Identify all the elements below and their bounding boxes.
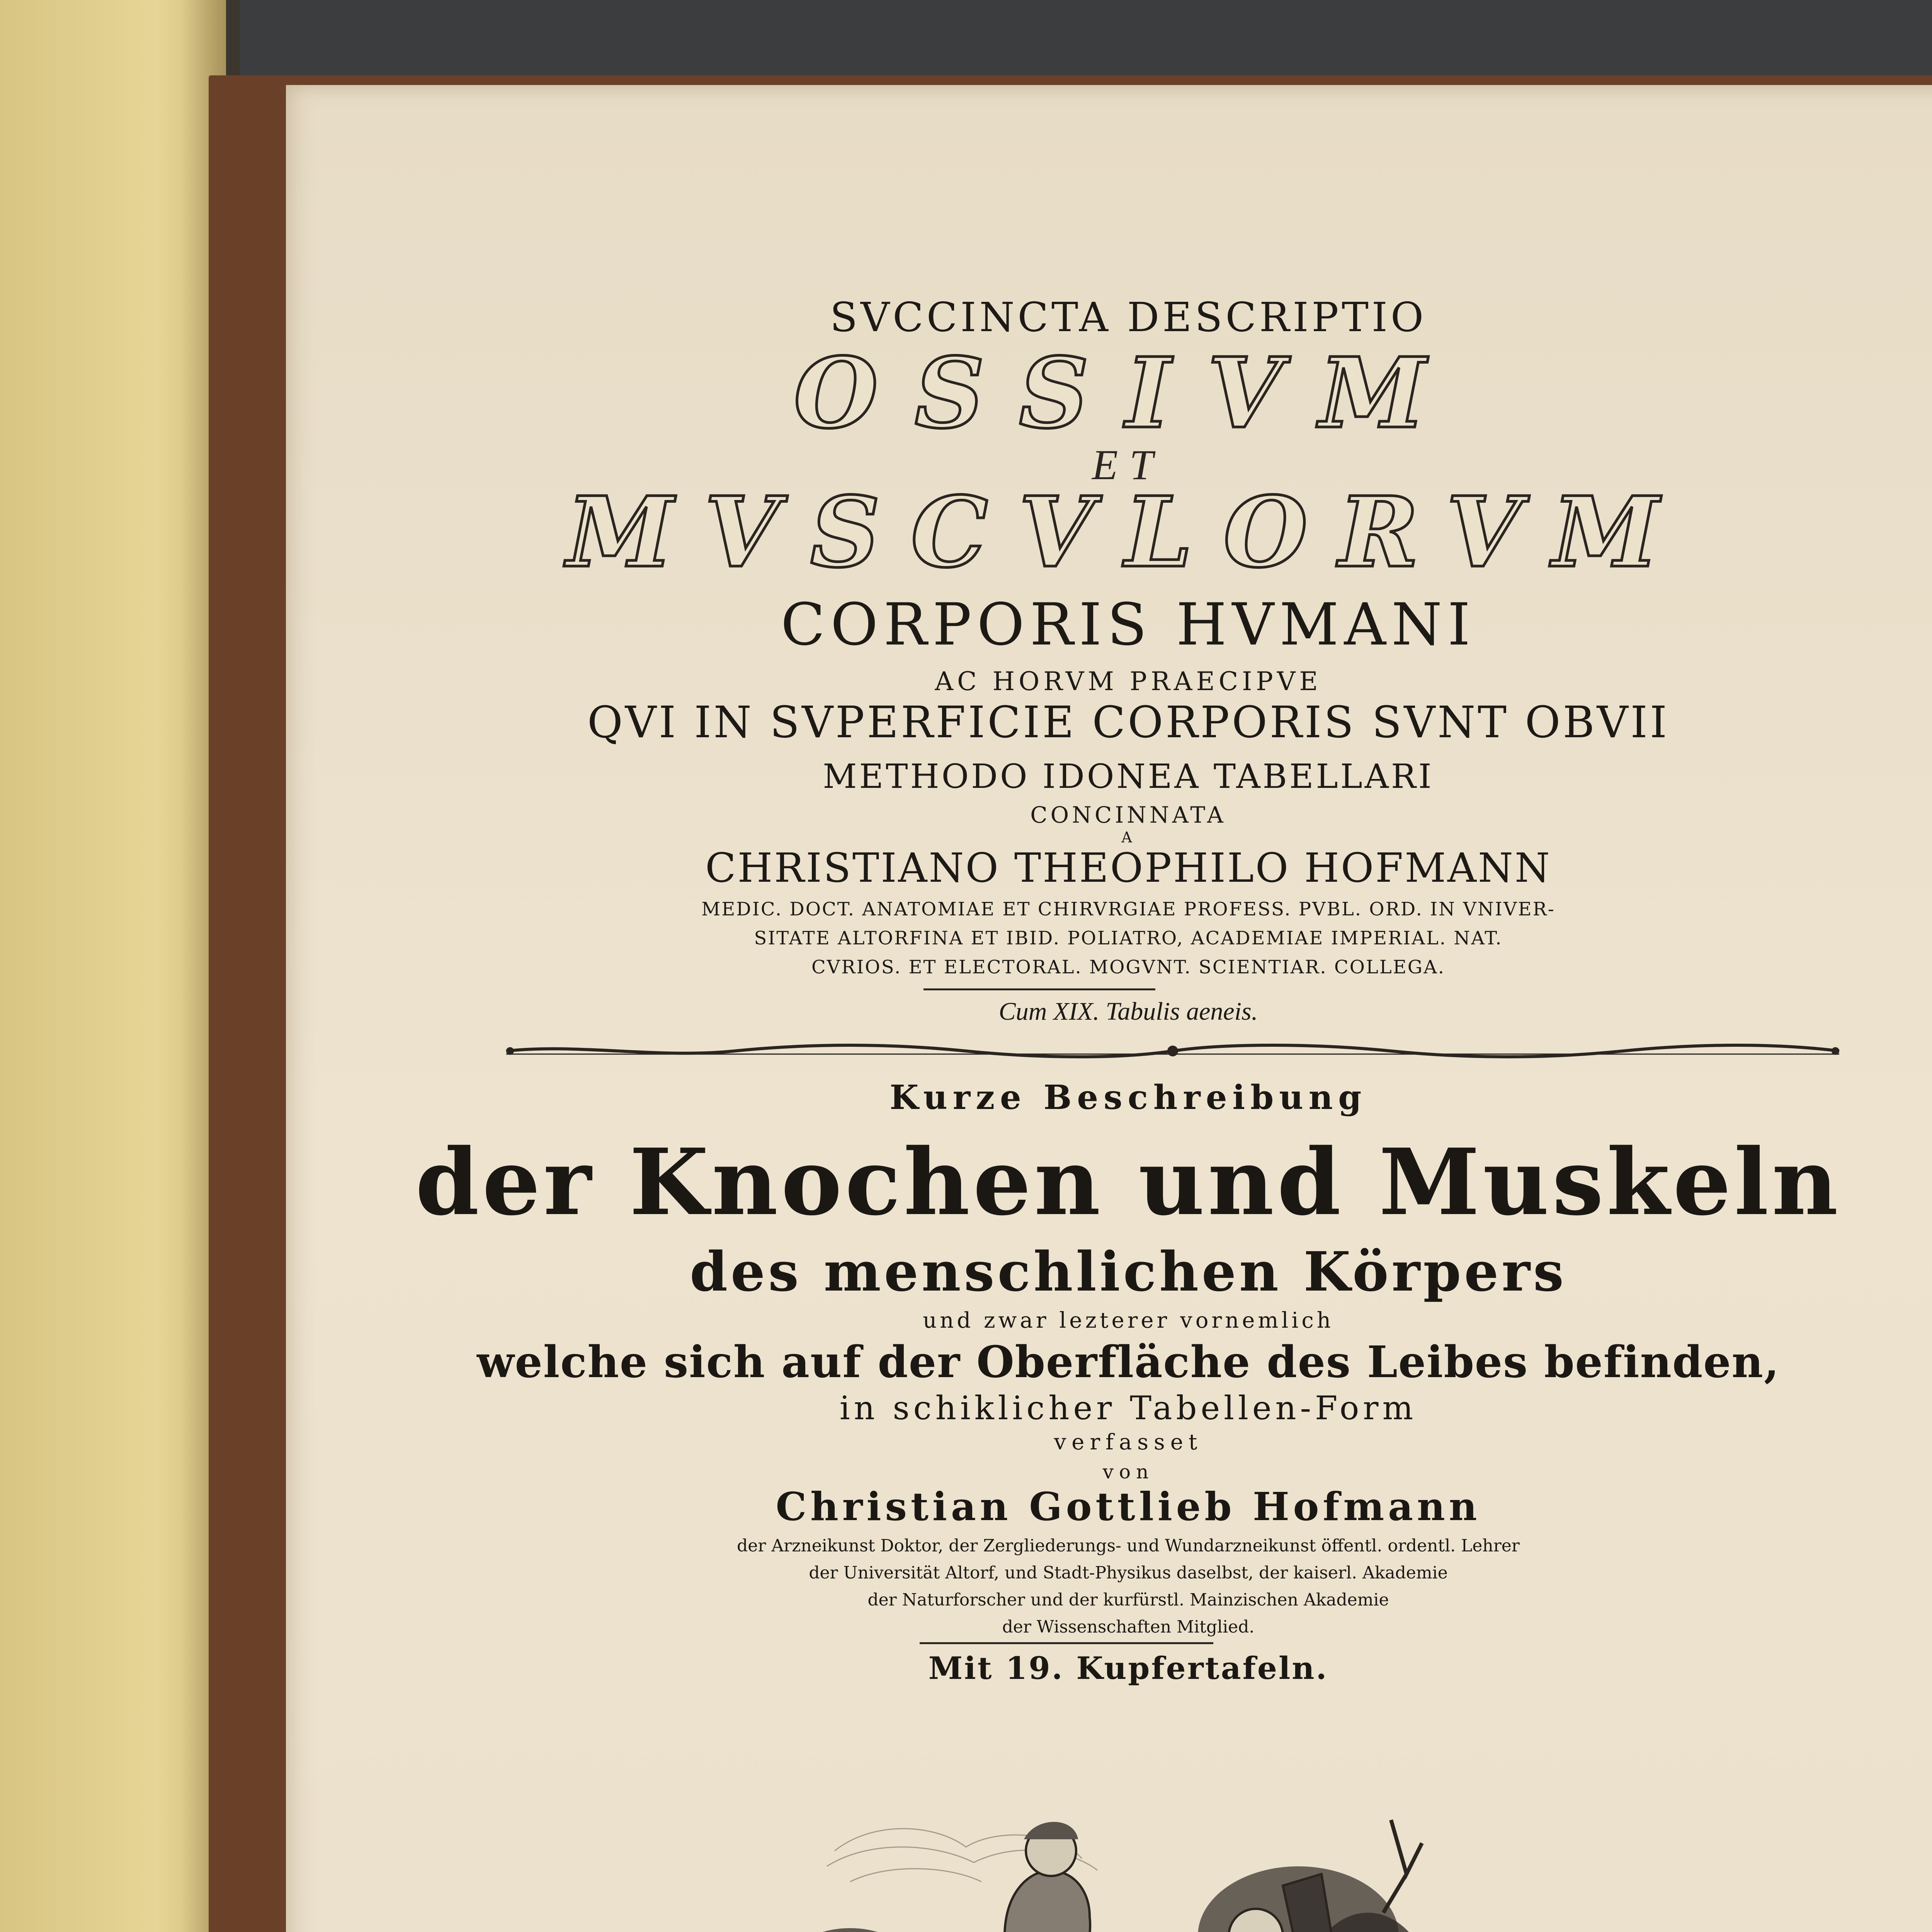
latin-credentials-3: CVRIOS. ET ELECTORAL. MOGVNT. SCIENTIAR. COLLEGA. xyxy=(811,956,1446,978)
short-rule xyxy=(923,988,1155,990)
short-rule-german xyxy=(920,1642,1213,1644)
title-page xyxy=(286,85,1932,1932)
german-von: von xyxy=(1102,1461,1154,1483)
german-plates: Mit 19. Kupfertafeln. xyxy=(928,1650,1328,1686)
german-welche: welche sich auf der Oberfläche des Leibes befinden, xyxy=(477,1337,1780,1388)
latin-corporis: CORPORIS HVMANI xyxy=(781,591,1476,658)
german-tabellen: in schiklicher Tabellen-Form xyxy=(839,1389,1417,1427)
latin-praecipue: AC HORVM PRAECIPVE xyxy=(935,667,1322,696)
latin-qui: QVI IN SVPERFICIE CORPORIS SVNT OBVII xyxy=(587,697,1670,748)
german-verfasset: verfasset xyxy=(1054,1430,1203,1455)
latin-credentials-2: SITATE ALTORFINA ET IBID. POLIATRO, ACADEMIAE IMPERIAL. NAT. xyxy=(754,927,1503,949)
latin-methodo: METHODO IDONEA TABELLARI xyxy=(823,757,1434,796)
german-author: Christian Gottlieb Hofmann xyxy=(776,1484,1481,1529)
ornamental-divider-upper xyxy=(502,1039,1843,1063)
german-credentials-4: der Wissenschaften Mitglied. xyxy=(1002,1617,1255,1637)
latin-author: CHRISTIANO THEOPHILO HOFMANN xyxy=(705,844,1551,891)
german-kurze: Kurze Beschreibung xyxy=(889,1078,1367,1117)
latin-credentials-1: MEDIC. DOCT. ANATOMIAE ET CHIRVRGIAE PROFESS. PVBL. ORD. IN VNIVER- xyxy=(701,898,1555,920)
latin-concinnata: CONCINNATA xyxy=(1030,802,1226,828)
german-koerpers: des menschlichen Körpers xyxy=(690,1240,1567,1304)
latin-plates: Cum XIX. Tabulis aeneis. xyxy=(998,997,1258,1026)
latin-title-musculorum: MVSCVLORVM xyxy=(566,475,1690,589)
latin-heading: SVCCINCTA DESCRIPTIO xyxy=(830,294,1427,341)
german-title: der Knochen und Muskeln xyxy=(415,1128,1841,1236)
german-credentials-3: der Naturforscher und der kurfürstl. Mainzischen Akademie xyxy=(867,1590,1389,1610)
latin-a: A xyxy=(1121,829,1135,846)
latin-title-ossium: OSSIVM xyxy=(794,336,1463,450)
latin-et: ET xyxy=(1092,441,1165,488)
german-credentials-1: der Arzneikunst Doktor, der Zergliederungs- und Wundarzneikunst öffentl. ordentl. Lehrer xyxy=(737,1536,1520,1556)
german-zwar: und zwar lezterer vornemlich xyxy=(923,1308,1334,1333)
german-credentials-2: der Universität Altorf, und Stadt-Physikus daselbst, der kaiserl. Akademie xyxy=(809,1563,1448,1583)
anatomy-lesson-engraving xyxy=(688,1797,1507,1932)
